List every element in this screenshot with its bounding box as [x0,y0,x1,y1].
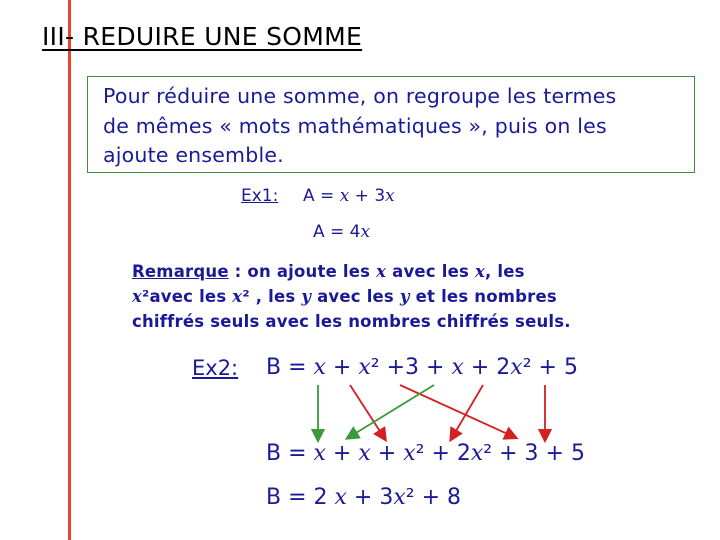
ex2-equation-1: B = x + x² +3 + x + 2x² + 5 [266,355,578,380]
arrow-3-red [400,385,512,436]
ex1-equation-2: A = 4x [313,222,371,242]
remarque-label: Remarque [132,262,229,281]
definition-line-3: ajoute ensemble. [103,143,284,167]
arrow-x-green-2 [351,385,434,436]
ex1-label: Ex1: [241,186,279,206]
remarque-line-1: Remarque : on ajoute les x avec les x, les [132,262,525,281]
section-title: III- REDUIRE UNE SOMME [42,22,363,51]
ex1-equation-1: A = x + 3x [303,186,395,206]
ex2-label: Ex2: [192,356,239,380]
ex2-equation-3: B = 2 x + 3x² + 8 [266,485,462,510]
remarque-line-3: chiffrés seuls avec les nombres chiffrés seuls. [132,312,571,331]
arrow-x2-red [350,385,383,436]
definition-line-2: de mêmes « mots mathématiques », puis on les [103,114,607,138]
definition-line-1: Pour réduire une somme, on regroupe les termes [103,84,617,108]
remarque-line-2: x²avec les x² , les y avec les y et les nombres [132,287,557,306]
ex2-equation-2: B = x + x + x² + 2x² + 3 + 5 [266,441,585,466]
